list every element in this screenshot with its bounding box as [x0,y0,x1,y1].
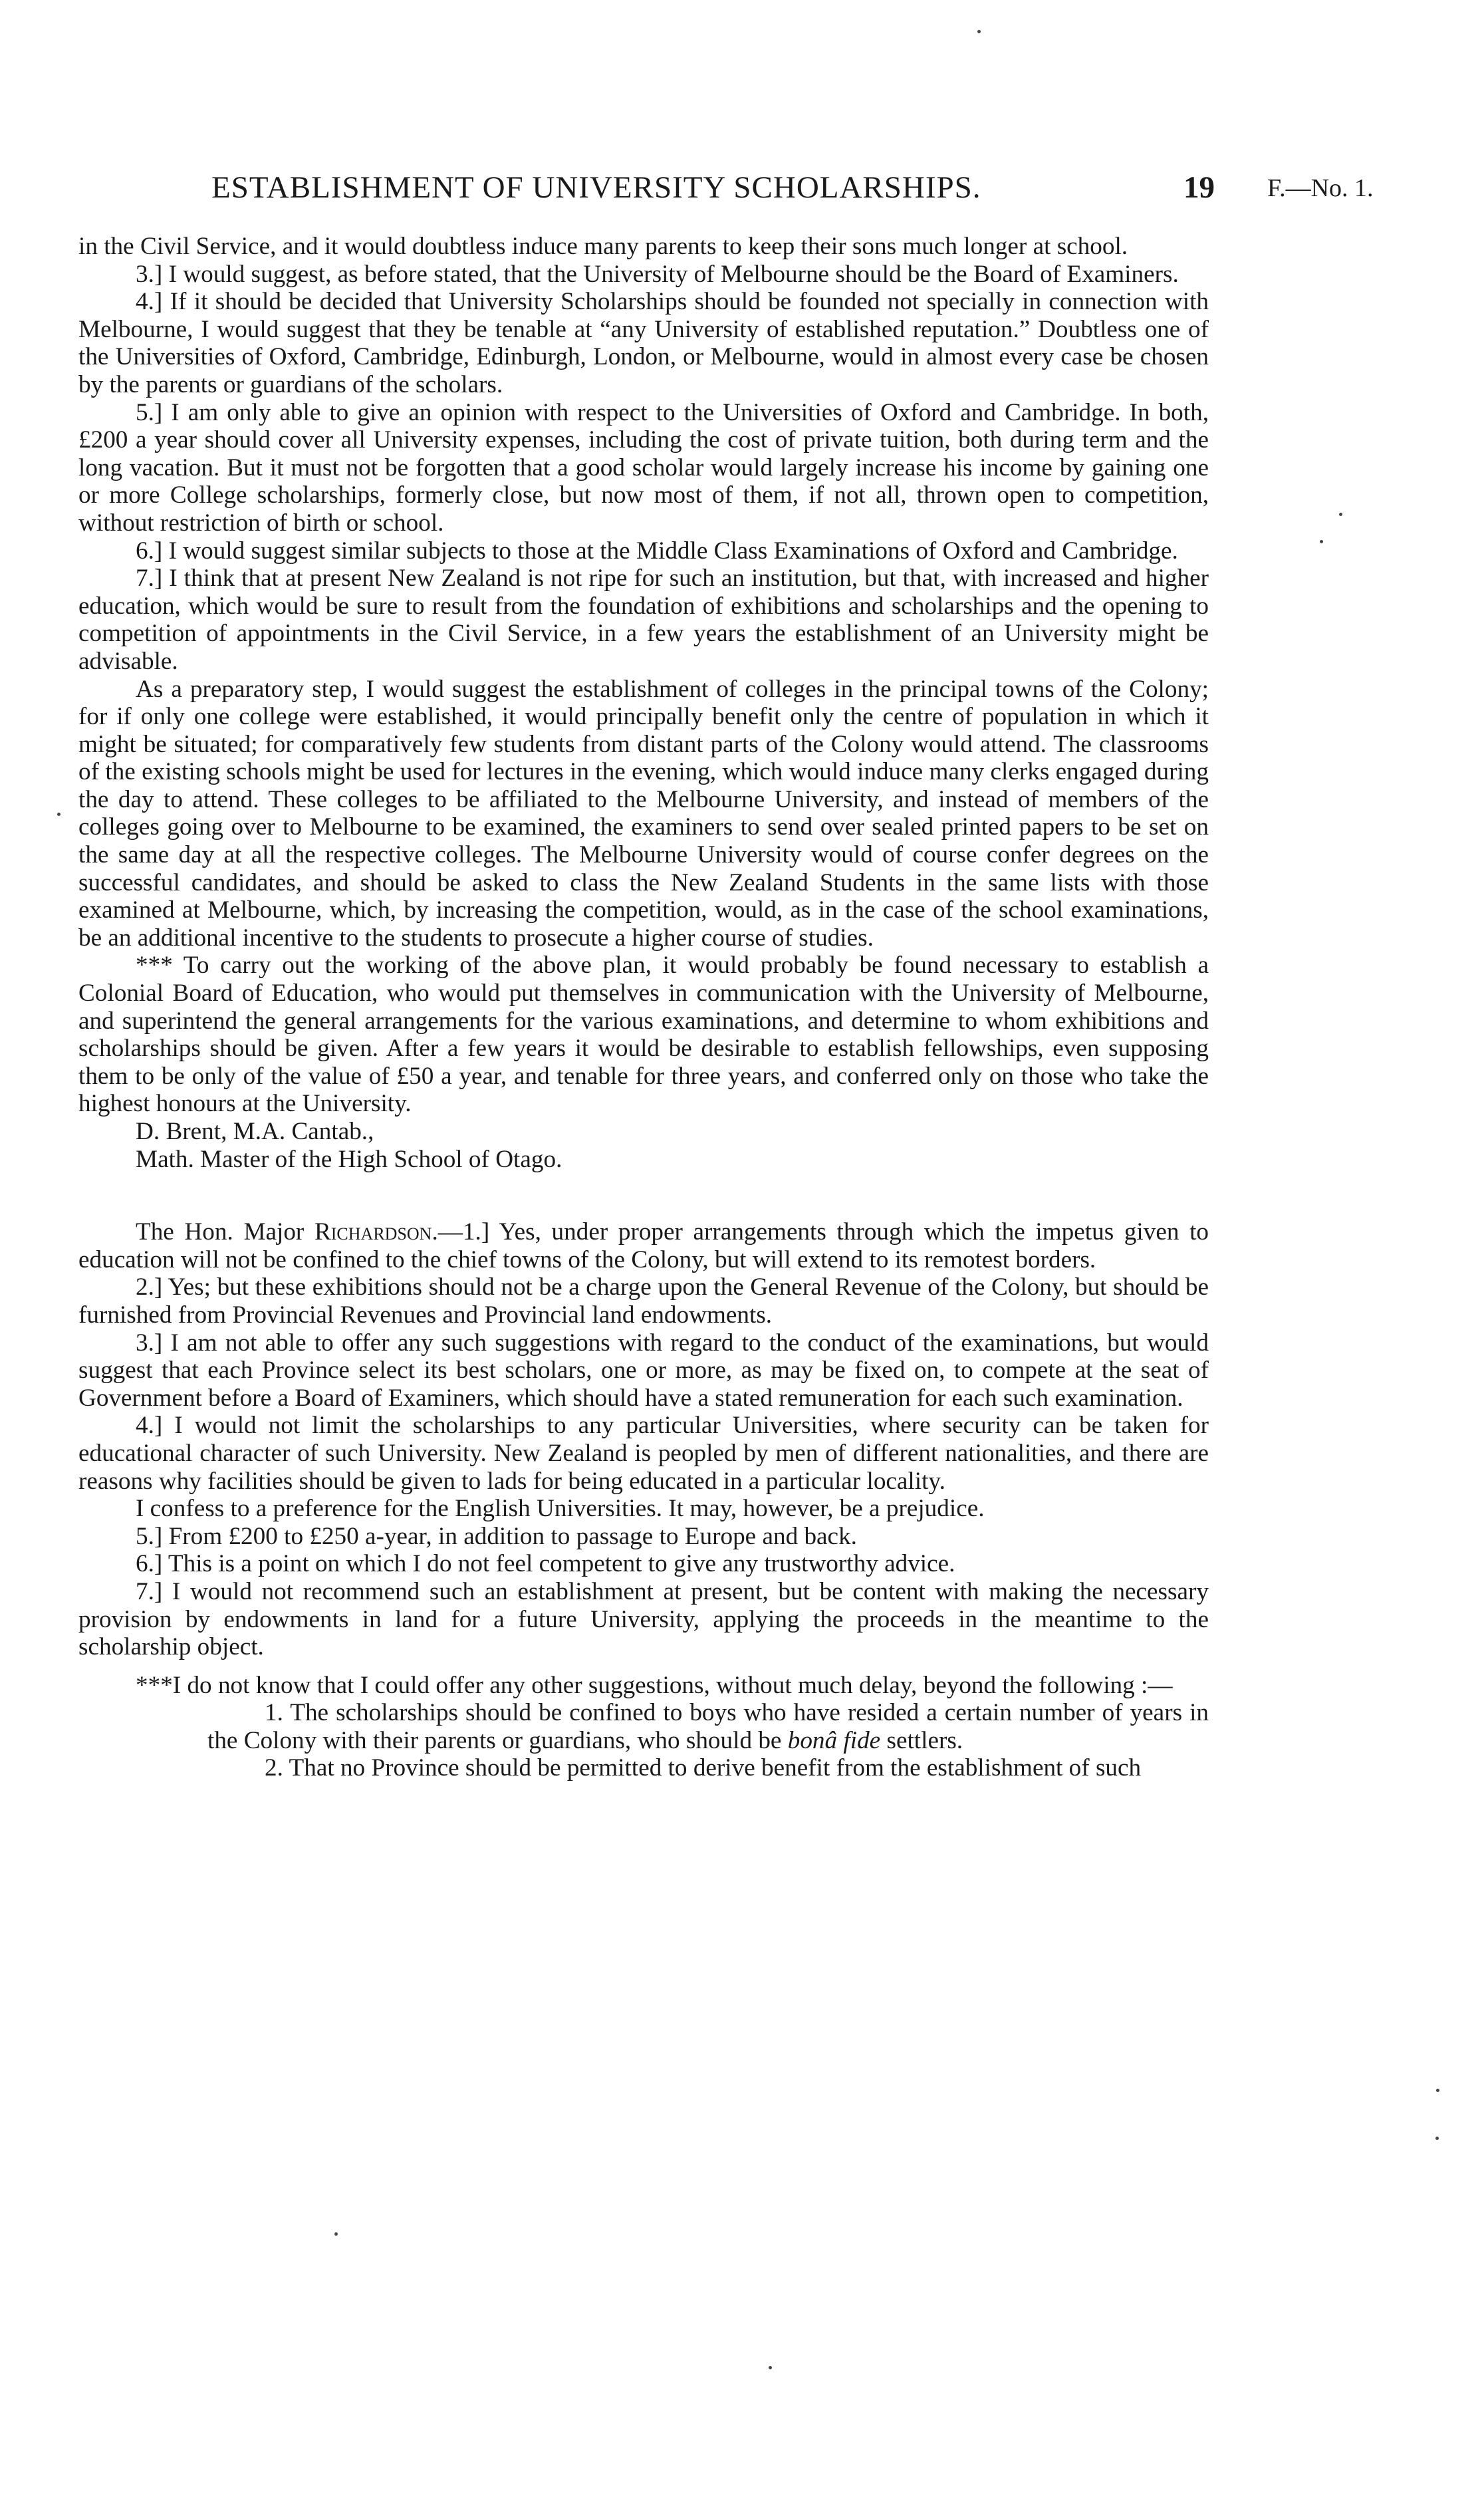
paragraph: 5.] I am only able to give an opinion with respect to the Universities of Oxford and Cambridge. In both, £200 a year should cover all University expenses, including the cost of private tuition, both during term and the long vacation. But it must not be forgotten that a good scholar would largely increase his income by gaining one or more College scholarships, formerly close, but now most of them, if not all, thrown open to competition, without restriction of birth or school. [78,398,1209,537]
paragraph: 7.] I think that at present New Zealand is not ripe for such an institution, but that, with increased and higher education, which would be sure to result from the foundation of exhibitions and scholarships and the opening to competition of appointments in the Civil Service, in a few years the establishment of an University might be advisable. [78,565,1209,675]
paragraph: ***I do not know that I could offer any other suggestions, without much delay, beyond the following :— [136,1671,1173,1699]
speck [977,30,981,33]
header-title: ESTABLISHMENT OF UNIVERSITY SCHOLARSHIPS. [211,170,981,205]
signature-title: Math. Master of the High School of Otago. [136,1145,562,1173]
paragraph: 6.] I would suggest similar subjects to those at the Middle Class Examinations of Oxford and Cambridge. [136,537,1178,565]
speck [1435,2137,1439,2140]
page-number: 19 [1183,170,1215,205]
speck [769,2366,772,2369]
speck [1436,2089,1439,2092]
list-item [78,1699,1209,1754]
paragraph: in the Civil Service, and it would doubtless induce many parents to keep their sons much longer at school. [78,233,1128,260]
paragraph: 3.] I would suggest, as before stated, that the University of Melbourne should be the Board of Examiners. [136,260,1179,288]
signature-block [78,1118,1209,1173]
speck [1339,513,1342,516]
paragraph [78,1218,1209,1273]
paragraph: 3.] I am not able to offer any such suggestions with regard to the conduct of the examinations, but would suggest that each Province select its best scholars, one or more, as may be fixed on, to compete at the seat of Government before a Board of Examiners, which should have a stated remuneration for each such examination. [78,1329,1209,1412]
paragraph: 4.] If it should be decided that University Scholarships should be founded not specially in connection with Melbourne, I would suggest that they be tenable at “any University of established reputation.” Doubtless one of the Universities of Oxford, Cambridge, Edinburgh, London, or Melbourne, would in almost every case be chosen by the parents or guardians of the scholars. [78,288,1209,398]
emphasis: bonâ fide [787,1726,881,1754]
paragraph: 4.] I would not limit the scholarships to any particular Universities, where security can be taken for educational character of such University. New Zealand is peopled by men of different nationalities, and there are reasons why facilities should be given to lads for being educated in a particular locality. [78,1412,1209,1495]
intro-rest: .—1.] Yes, under proper arrangements through which the impetus given to education will not be confined to the chief towns of the Colony, but will extend to its remotest borders. [78,1218,1209,1273]
list-item: 2. That no Province should be permitted to derive benefit from the establishment of such [265,1754,1142,1782]
body-text [78,233,1209,1782]
document-reference: F.—No. 1. [1267,174,1374,202]
paragraph: 7.] I would not recommend such an establishment at present, but be content with making the necessary provision by endowments in land for a future University, applying the proceeds in the meantime to the scholarship object. [78,1577,1209,1661]
list-item-tail: settlers. [880,1726,963,1754]
spacer [78,1661,1209,1672]
section-spacer [78,1173,1209,1218]
paragraph: I confess to a preference for the English Universities. It may, however, be a prejudice. [136,1495,985,1523]
paragraph: 6.] This is a point on which I do not feel competent to give any trustworthy advice. [136,1550,955,1578]
speck [1320,540,1323,543]
speck [334,2232,338,2236]
speaker-name: Richardson [314,1218,432,1246]
paragraph: As a preparatory step, I would suggest the establishment of colleges in the principal towns of the Colony; for if only one college were established, it would principally benefit only the centre of population in which it might be situated; for comparatively few students from distant parts of the Colony would attend. The classrooms of the existing schools might be used for lectures in the evening, which would induce many clerks engaged during the day to attend. These colleges to be affiliated to the Melbourne University, and instead of members of the colleges going over to Melbourne to be examined, the examiners to send over sealed printed papers to be set on the same day at all the respective colleges. The Melbourne University would of course confer degrees on the successful candidates, and should be asked to class the New Zealand Students in the same lists with those examined at Melbourne, which, by increasing the competition, would, as in the case of the school examinations, be an additional incentive to the students to prosecute a higher course of studies. [78,675,1209,952]
paragraph: 2.] Yes; but these exhibitions should not be a charge upon the General Revenue of the Colony, but should be furnished from Provincial Revenues and Provincial land endowments. [78,1273,1209,1329]
running-header [0,170,1484,216]
paragraph: *** To carry out the working of the above plan, it would probably be found necessary to establish a Colonial Board of Education, who would put themselves in communication with the University of Melbourne, and superintend the general arrangements for the various examinations, and determine to whom exhibitions and scholarships should be given. After a few years it would be desirable to establish fellowships, even supposing them to be only of the value of £50 a year, and tenable for three years, and conferred only on those who take the highest honours at the University. [78,952,1209,1118]
intro-lead: The Hon. Major [136,1218,314,1246]
paragraph: 5.] From £200 to £250 a-year, in addition to passage to Europe and back. [136,1522,857,1550]
signature-name: D. Brent, M.A. Cantab., [136,1118,374,1145]
list-item-text: 1. The scholarships should be confined to boys who have resided a certain number of years in the Colony with their parents or guardians, who should be [207,1699,1209,1754]
speck [57,813,61,816]
